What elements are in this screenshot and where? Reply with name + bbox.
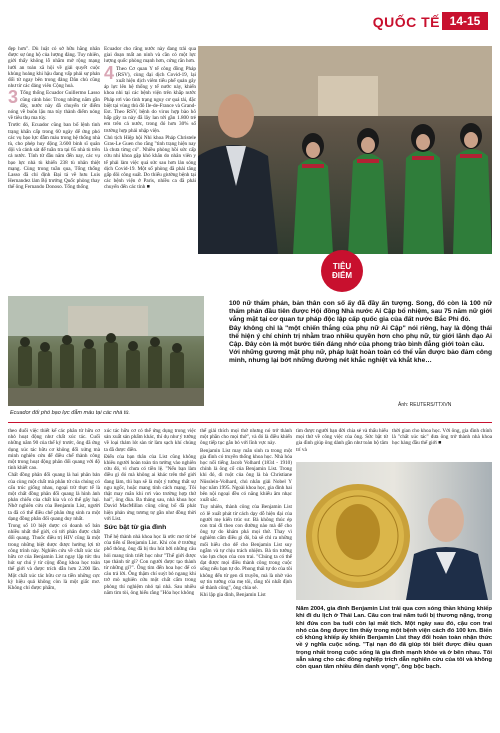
- nobel-photo-caption: Năm 2004, gia đình Benjamin List trải qua cơn sóng thần khủng khiếp khi đi du lịch ở Thái Lan. Câu con trai năm tuổi bị thương nặng, trong khi đứa con ba tuổi còn lại mất tích. Một ngày sau đó, cậu con trai nhỏ của ông được tìm thấy trong một bệnh viện cách đó 100 km. Biến cố khủng khiếp ấy khiến Benjamin List thay đổi hoàn toàn nhận thức về ý nghĩa cuộc sống. "Tại nạn đó đã giúp tôi biết được điều quan trọng nhất trong cuộc sống là gia đình mạnh khỏe và ở bên nhau. Tôi sẵn sàng cho các đồng nghiệp trích dẫn nghiên cứu của tôi và không còn quan tâm nhiều đến danh vọng", ông bộc bạch.: [296, 606, 492, 671]
- article-column-5: [200, 428, 292, 728]
- judges-ceremony-photo: [198, 46, 492, 254]
- photo-credit: Ảnh: REUTERS/TTXVN: [398, 402, 452, 408]
- photo-illustration: [8, 296, 204, 406]
- paragraph: Khi lập gia đình, Benjamin List: [200, 592, 266, 599]
- dropcap: 3: [8, 87, 19, 108]
- paragraph: Thế hệ thành nhà khoa học là ước mơ từ bé của tiến sĩ Benjamin List. Khi còn ở trường phổ thông, ông đã bị thu hút bởi những câu hỏi mang tính triết học như "Thế giới được tạo thành từ gì? Con người được tạo thành từ những gì?". Ông tìm đến hoa học để có câu trả lời. Ông thậm chí suýt bỏ ngang khi trở mò nghiên cứu một chất cấm trong phòng thí nghiệm nhỏ tại nhà. Sau nhiều năm tìm tòi, ông hiểu rằng "Hóa học không: [104, 534, 196, 596]
- ecuador-soldiers-photo: [8, 296, 204, 406]
- paragraph: xúc tác hữu cơ có thể ứng dụng trong việc sản xuất sản phẩm khác, thí dụ như ý tưởng về loại thảm lót sàn từ làm sạch khí chúng ta đã được điền.: [104, 428, 196, 453]
- photo-illustration: [198, 46, 492, 254]
- feature-callout: 100 nữ thẩm phán, bản thân con số ấy đã đầy ấn tượng. Song, đó còn là 100 nữ thẩm phán đầu tiên được Hội đồng Nhà nước Ai Cập bổ nhiệm, sau 75 năm nữ giới vắng mặt tại cơ quan tư pháp độc lập cấp quốc gia của đất nước Bắc Phi đó. Đây không chỉ là "một chiến thắng của phụ nữ Ai Cập" nói riêng, hay là động thái thể hiện ý chí chính trị nhằm trao nhiều quyền hơn cho phụ nữ, từ giới lãnh đạo Ai Cập. Đây còn là một bước tiến đáng nhớ của phong trào bình đẳng giới toàn cầu. Với những gương mặt phụ nữ, pháp luật hoàn toàn có thể vẫn được bảo đảm công minh, nhưng lại bớt những đường nét khắc nghiệt và khắt khe…: [229, 300, 492, 365]
- square-end-icon: ■: [438, 440, 442, 447]
- article-column-7: [392, 428, 492, 458]
- photo-caption: Ecuador đối phó bạo lực đẫm máu tại các nhà tù.: [10, 410, 130, 416]
- paragraph: Điển của bạn thân của List cũng không khiêu người hoàn toàn tin tưởng vào nghiên cứu đó, vì chưa có tiền lệ. "Nếu bạn làm điều gì đó mà không ai khác trên thế giới đang làm, thì bạn sẽ là một ý tưởng thất sự ngu ngốc, hoặc mang tính cách mạng. Tôi thật may mắn khi rơi vào trường hợp thứ hai", ông đùa. Ba tháng sau, nhà khoa học David MacMillan cũng công bố đã phát hiện phản ứng tương tự gần như đồng thời với List.: [104, 453, 196, 522]
- badge-line-1: TIÊU: [332, 262, 352, 271]
- article-column-6: [296, 428, 388, 458]
- paragraph: Ecuador cho rằng nước này đang trải qua giai đoạn mất an ninh và cần có một lực lượng quốc phòng mạnh hơn, cứng rắn hơn.: [104, 46, 196, 65]
- paragraph: Tổng thống Ecuador Guillermo Lasso cũng cảnh báo: Trong những năm gần đây, nước này đã chuyển từ điểm nóng về buôn lậu ma túy thành điểm nóng về tiêu thụ ma túy.: [8, 90, 100, 122]
- paragraph: Chất đồng phân đối quang là hai phân bản của cùng một chất mà phân tử của chúng có cấu trúc giống nhau, ngoại trừ thực tế là một chất đồng phân đối quang là hình ảnh phản chiếu của chất kia và có thể gây hại. Nhờ nghiên cứu của Benjamin List, người ta đã có thể điều chế phân ứng sinh ra một dạng đồng phân đối quang duy nhất.: [8, 472, 100, 522]
- paragraph: Theo Cơ quan Y tế công đồng Pháp (RSV), cùng đại dịch Covid-19, lại xuất hiện dịch viêm tiểu phế quản gây áp lực lên hệ thống y tế nước này, khiến khoa nhi tại các bệnh viện trên khắp nước Pháp rơi vào tình trạng nguy cơ quá tải, đặc biệt tại vùng thủ đô Ile-de-France và Grand-Est. Theo RSV, bệnh do virus hợp bào hô hấp gây ra này đã lây lan tới gần 1.800 trẻ em trên cả nước, trong đó hơn 30% số trường hợp phải nhập viện.: [104, 65, 196, 134]
- paragraph: theo đuổi việc thiết kế các phân tử hữu cơ nhỏ hoạt động như chất xúc tác. Cuối những năm 90 của thế kỷ trước, ông đã ứng dụng xúc tác hữu cơ không đối xứng mà minh nghiên cứu để điều chế thành công một trong hoạt động phân đối quang với độ tinh khiết cao.: [8, 428, 100, 472]
- dropcap: 4: [104, 62, 115, 83]
- article-column-1: [8, 46, 100, 314]
- paragraph: tìm được người bạn đời chia sẻ và thấu hiểu mọi thứ về công việc của ông. Sức bật từ gia đình giúp ông dành gần như toàn bộ tâm trí và: [296, 428, 388, 453]
- square-end-icon: ■: [146, 184, 150, 191]
- paragraph: Benjamin List may mắn sinh ra trong một gia đình có truyền thống khoa học. Nhà hóa học nổi tiếng Jacob Volhard (1834 - 1910) chính là ông cố của Benjamin List. Trong khi đó, dì ruột của ông là bà Christiane Nüsslein-Volhard, chủ nhân giải Nobel Y học năm 1995. Ngoài khoa học, gia đình hai bên nội ngoại đều có năng khiếu âm nhạc xuất sắc.: [200, 447, 292, 504]
- article-column-4: [104, 428, 196, 728]
- paragraph: Chủ tịch Hiệp hội Nhi khoa Pháp Christele Gras-Le Guen cho rằng "tình trạng hiện nay là chưa từng có". Nhiều phòng hồi sức cấp cứu nhi khoa gặp khó khăn do nhân viên y tế phải làm việc quá sức sau hơn làn sóng dịch Covid-19. Một số phòng đã phải tăng gấp đôi công suất. Do thiếu giường bệnh tại các bệnh viện ở Paris, nhiều ca đã phải chuyển đến các tỉnh: [104, 134, 196, 191]
- article-column-2: [104, 46, 196, 314]
- paragraph: thời gian cho khoa học. Với ông, gia đình chính là "chất xúc tác" đưa ông trở thành nhà khoa học hàng đầu thế giới: [392, 428, 492, 447]
- page-numbers: 14-15: [442, 12, 488, 30]
- paragraph: Trước đó, Ecuador cũng ban bố lệnh tình trạng khẩn cấp trong 60 ngày để ứng phó các vụ bạo lực đẫm máu trong hệ thống nhà tù, cho phép huy động 3.600 binh sĩ quân đội và cảnh sát để tuần tra tại 65 nhà tù trên cả nước. Tính từ đầu năm đến nay, các vụ bạo lực nhà tù khiến 238 tù nhân thiệt mạng. Cùng trong tuần qua, Tổng thống Lasso đã chỉ định Đại tá về hưu Luis Hernandez làm Bộ trưởng Quốc phòng thay thế ông Fernando Donoso. Tổng thống: [8, 122, 100, 191]
- paragraph: thể giải thích mọi thứ nhưng nó trở thành một phần cho mọi thứ", và đó là điều khiến ông tiếp tục gắn bó với lĩnh vực này.: [200, 428, 292, 447]
- badge-line-2: ĐIỂM: [332, 271, 352, 280]
- photo-illustration: [296, 462, 492, 600]
- benjamin-list-nobel-photo: [296, 462, 492, 600]
- paragraph: Tuy nhiên, thành công của Benjamin List có lẽ xuất phát từ cách dạy dỗ hiện đại của người mẹ kiến trúc sư. Bà không thúc ép con trai đi theo con đường nào mà để cho ông tự do khám phá mọi thứ. Thay vì nghiêm cấm điều gì đó, bà sẽ chỉ ra những mối hiểu cho dể cho Benjamin List suy ngẫm và tự chịu trách nhiệm. Bà tin tưởng vào lựa chọn của con trai. "Chúng ta có thể đạt được mọi điều thành công trong cuộc sống nếu bạn tự do. Phong thái tự do của tôi không đến từ gen di truyền, mà là nhờ vào sự tin tưởng của mẹ tôi, rằng tôi nhất định sẽ thành công", ông chia sẻ.: [200, 504, 292, 592]
- paragraph: Trong số 10 biệt dược có doanh số bán nhiều nhất thế giới, có tới phân được chất đối quang. Thuốc điều trị HIV cũng là một trong những biệt dược được hưởng lợi từ công trình này. Nghiên cứu về chất xúc tác hữu cơ của Benjamin List ngay lập tức thu hút sự chú ý từ cộng đồng khoa học toàn thế giới và được trích dẫn hơn 2.200 lần. Một chất xúc tác hữu cơ ra tiền những cực kỳ hiệu quả không còn là một giấc mơ. Không chỉ được phẩm,: [8, 523, 100, 592]
- paragraph: đẹp hơn". Dù luật có sở hữu hằng nhân được sự ủng hộ của lượng đáng. Tuy nhiên, giới thấy không lỗ nhằm mở rộng mạng lưới an toàn xã hội về giải quyết cuộc khủng hoảng khi hậu đang vấp phải sự phản đối từ ngay bên trong đảng Dân chủ cũng như từ các đảng viên Cộng hoà.: [8, 46, 100, 90]
- section-divider: [8, 422, 492, 423]
- section-title: QUỐC TẾ: [372, 14, 440, 30]
- section-subheading: Sức bật từ gia đình: [104, 524, 167, 532]
- article-column-3: [8, 428, 100, 728]
- tieu-diem-badge: [321, 250, 363, 292]
